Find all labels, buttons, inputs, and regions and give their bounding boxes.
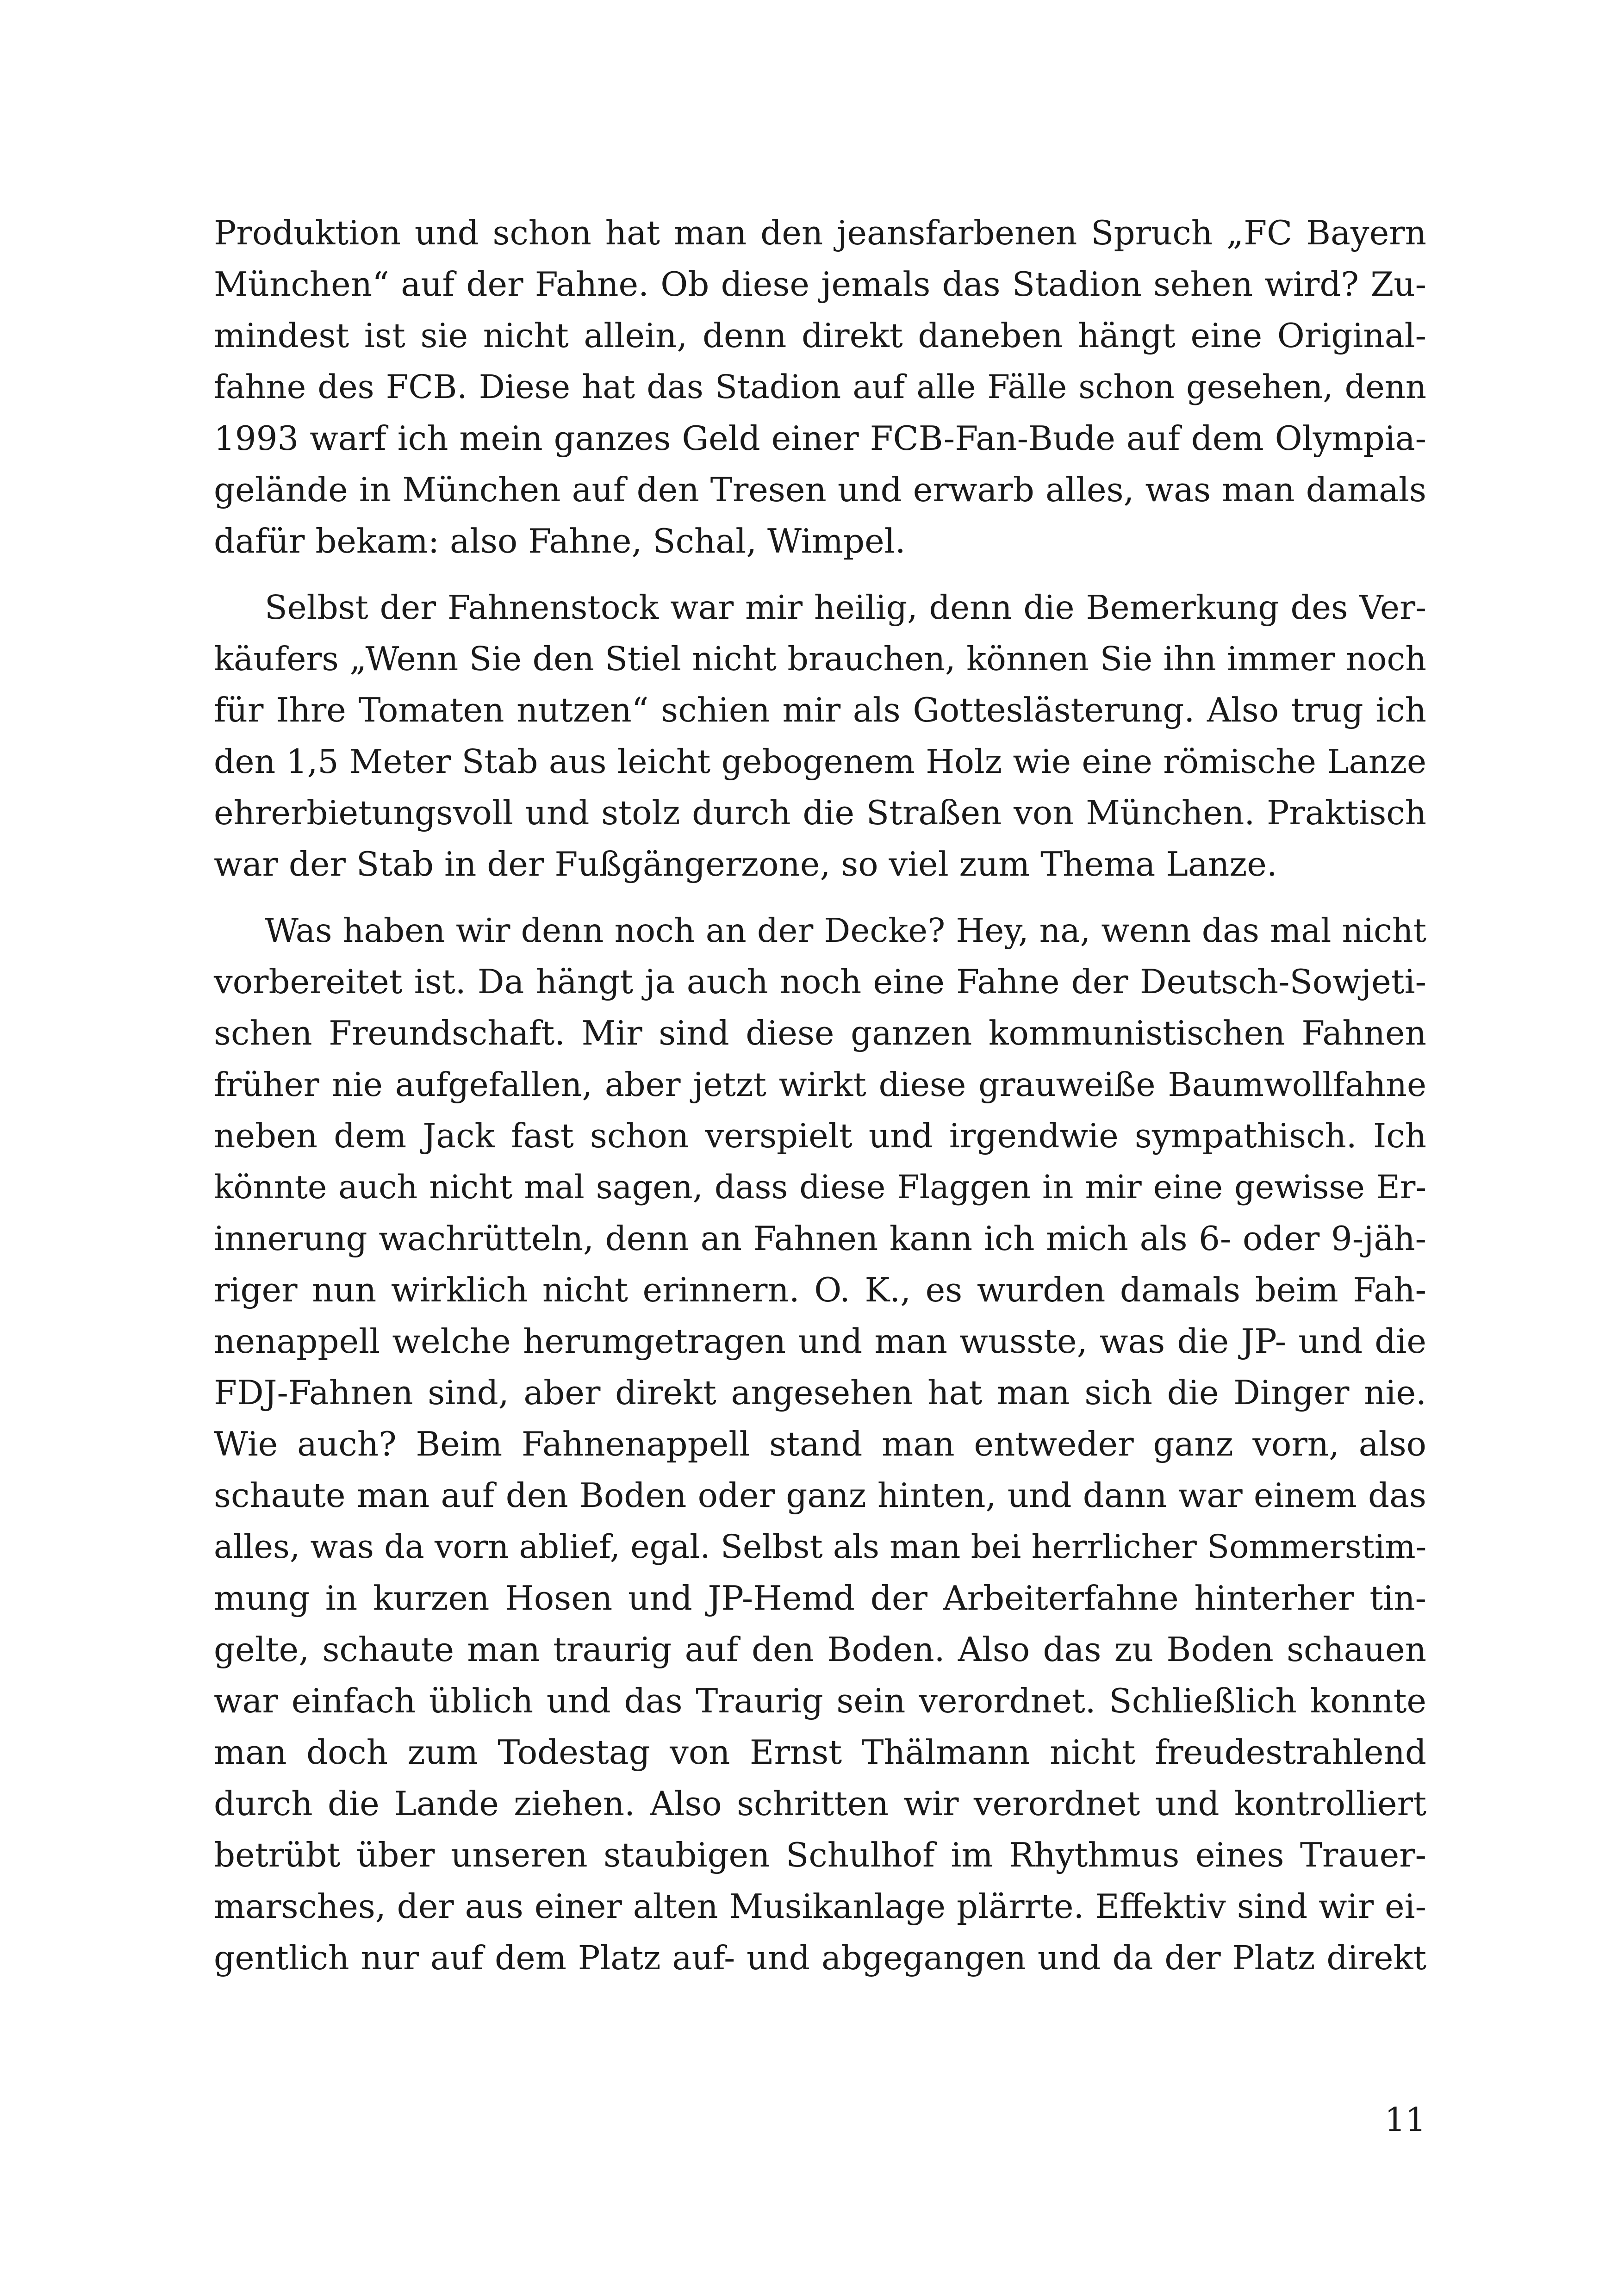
text-line: 1993 warf ich mein ganzes Geld einer FCB-Fan-Bude auf dem Olympia-: [214, 419, 1426, 458]
text-line: den 1,5 Meter Stab aus leicht gebogenem Holz wie eine römische Lanze: [214, 742, 1426, 781]
text-line: betrübt über unseren staubigen Schulhof im Rhythmus eines Trauer-: [214, 1836, 1426, 1874]
text-line: Produktion und schon hat man den jeansfarbenen Spruch „FC Bayern: [214, 213, 1426, 252]
text-line: Was haben wir denn noch an der Decke? Hey, na, wenn das mal nicht: [265, 911, 1426, 950]
text-line: war der Stab in der Fußgängerzone, so viel zum Thema Lanze.: [214, 845, 1277, 884]
text-line: war einfach üblich und das Traurig sein verordnet. Schließlich konnte: [214, 1681, 1426, 1720]
paragraph: [214, 582, 1426, 890]
text-line: Selbst der Fahnenstock war mir heilig, denn die Bemerkung des Ver-: [265, 588, 1426, 627]
text-line: man doch zum Todestag von Ernst Thälmann nicht freudestrahlend: [214, 1733, 1426, 1772]
text-line: gelände in München auf den Tresen und erwarb alles, was man damals: [214, 470, 1426, 509]
text-line: früher nie aufgefallen, aber jetzt wirkt diese grauweiße Baumwollfahne: [214, 1065, 1426, 1104]
text-line: innerung wachrütteln, denn an Fahnen kann ich mich als 6- oder 9-jäh-: [214, 1219, 1426, 1258]
text-line: Wie auch? Beim Fahnenappell stand man entweder ganz vorn, also: [214, 1425, 1426, 1463]
text-line: für Ihre Tomaten nutzen“ schien mir als Gotteslästerung. Also trug ich: [214, 691, 1426, 729]
text-line: FDJ-Fahnen sind, aber direkt angesehen hat man sich die Dinger nie.: [214, 1373, 1426, 1412]
text-line: durch die Lande ziehen. Also schritten wir verordnet und kontrolliert: [214, 1784, 1426, 1823]
text-line: mindest ist sie nicht allein, denn direkt daneben hängt eine Original-: [214, 316, 1426, 355]
text-line: käufers „Wenn Sie den Stiel nicht brauchen, können Sie ihn immer noch: [214, 640, 1426, 678]
text-line: riger nun wirklich nicht erinnern. O. K., es wurden damals beim Fah-: [214, 1270, 1426, 1309]
text-line: vorbereitet ist. Da hängt ja auch noch eine Fahne der Deutsch-Sowjeti-: [214, 962, 1426, 1001]
text-line: könnte auch nicht mal sagen, dass diese Flaggen in mir eine gewisse Er-: [214, 1168, 1426, 1206]
text-line: marsches, der aus einer alten Musikanlage plärrte. Effektiv sind wir ei-: [214, 1887, 1426, 1926]
text-line: schen Freundschaft. Mir sind diese ganzen kommunistischen Fahnen: [214, 1014, 1426, 1052]
text-line: neben dem Jack fast schon verspielt und irgendwie sympathisch. Ich: [214, 1116, 1426, 1155]
text-line: nenappell welche herumgetragen und man wusste, was die JP- und die: [214, 1322, 1426, 1361]
paragraph: [214, 905, 1426, 1984]
paragraph: [214, 207, 1426, 567]
text-line: dafür bekam: also Fahne, Schal, Wimpel.: [214, 522, 906, 560]
page-number: 11: [1384, 2101, 1426, 2139]
text-line: mung in kurzen Hosen und JP-Hemd der Arbeiterfahne hinterher tin-: [214, 1579, 1426, 1618]
text-line: fahne des FCB. Diese hat das Stadion auf alle Fälle schon gesehen, denn: [214, 368, 1426, 406]
text-line: ehrerbietungsvoll und stolz durch die Straßen von München. Praktisch: [214, 793, 1426, 832]
text-line: gelte, schaute man traurig auf den Boden. Also das zu Boden schauen: [214, 1630, 1426, 1669]
body-text: [214, 207, 1426, 1984]
text-line: München“ auf der Fahne. Ob diese jemals das Stadion sehen wird? Zu-: [214, 265, 1426, 304]
text-line: gentlich nur auf dem Platz auf- und abgegangen und da der Platz direkt: [214, 1939, 1426, 1977]
paragraph-spacer: [214, 890, 1426, 905]
text-line: alles, was da vorn ablief, egal. Selbst als man bei herrlicher Sommerstim-: [214, 1528, 1427, 1566]
paragraph-spacer: [214, 567, 1426, 582]
text-line: schaute man auf den Boden oder ganz hinten, und dann war einem das: [214, 1476, 1426, 1515]
